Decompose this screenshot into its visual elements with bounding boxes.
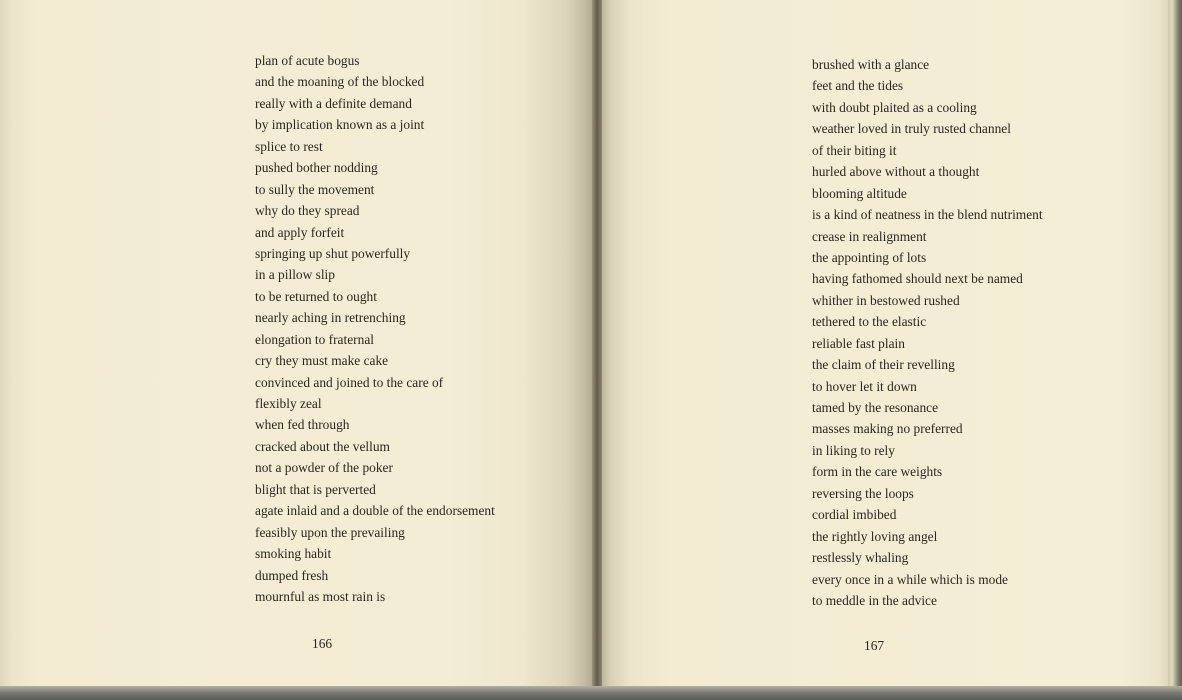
- poem-line: plan of acute bogus: [255, 53, 360, 68]
- poem-line: cry they must make cake: [255, 353, 389, 369]
- page-edge: [1168, 0, 1182, 700]
- poem-line: really with a definite demand: [255, 95, 412, 111]
- poem-line: reliable fast plain: [812, 335, 905, 351]
- left-poem: [255, 50, 495, 607]
- poem-line: crease in realignment: [812, 228, 927, 244]
- poem-line: pushed bother nodding: [255, 160, 378, 176]
- right-page-number: 167: [864, 638, 885, 653]
- poem-line: nearly aching in retrenching: [255, 310, 406, 326]
- right-poem: [812, 54, 1043, 611]
- poem-line: feet and the tides: [812, 78, 904, 94]
- poem-line: tethered to the elastic: [812, 314, 927, 330]
- poem-line: springing up shut powerfully: [255, 245, 411, 261]
- poem-line: cordial imbibed: [812, 507, 897, 523]
- poem-line: tamed by the resonance: [812, 400, 939, 415]
- poem-line: why do they spread: [255, 203, 360, 219]
- poem-line: flexibly zeal: [255, 396, 322, 411]
- poem-line: hurled above without a thought: [812, 164, 980, 180]
- poem-line: reversing the loops: [812, 485, 914, 501]
- poem-line: to meddle in the advice: [812, 592, 937, 608]
- poem-line: is a kind of neatness in the blend nutriment: [812, 207, 1043, 223]
- poem-line: cracked about the vellum: [255, 438, 390, 454]
- poem-line: the rightly loving angel: [812, 528, 938, 544]
- poem-line: splice to rest: [255, 138, 323, 154]
- poem-line: whither in bestowed rushed: [812, 292, 960, 308]
- poem-line: with doubt plaited as a cooling: [812, 99, 977, 115]
- poem-line: feasibly upon the prevailing: [255, 524, 405, 540]
- poem-line: restlessly whaling: [812, 550, 909, 566]
- poem-line: every once in a while which is mode: [812, 571, 1008, 587]
- book-gutter: [592, 0, 602, 690]
- poem-line: smoking habit: [255, 546, 332, 562]
- poem-line: of their biting it: [812, 142, 897, 158]
- poem-line: blooming altitude: [812, 185, 907, 201]
- poem-line: not a powder of the poker: [255, 460, 393, 476]
- poem-line: to hover let it down: [812, 378, 917, 394]
- poem-line: the appointing of lots: [812, 249, 927, 265]
- right-page: [600, 0, 1170, 688]
- poem-line: in a pillow slip: [255, 267, 335, 283]
- poem-line: in liking to rely: [812, 442, 895, 458]
- table-surface: [0, 686, 1182, 700]
- poem-line: dumped fresh: [255, 567, 329, 583]
- poem-line: and the moaning of the blocked: [255, 74, 425, 90]
- left-page: [0, 0, 596, 688]
- poem-line: by implication known as a joint: [255, 117, 425, 133]
- poem-line: brushed with a glance: [812, 57, 930, 72]
- poem-line: convinced and joined to the care of: [255, 374, 444, 390]
- poem-line: masses making no preferred: [812, 421, 963, 437]
- poem-line: elongation to fraternal: [255, 331, 374, 347]
- poem-line: when fed through: [255, 417, 350, 433]
- left-page-number: 166: [312, 636, 333, 651]
- poem-line: the claim of their revelling: [812, 357, 955, 373]
- poem-line: agate inlaid and a double of the endorsement: [255, 503, 495, 519]
- poem-line: having fathomed should next be named: [812, 271, 1023, 287]
- poem-line: to sully the movement: [255, 181, 375, 197]
- poem-line: blight that is perverted: [255, 481, 376, 497]
- poem-line: to be returned to ought: [255, 288, 377, 304]
- poem-line: mournful as most rain is: [255, 588, 386, 604]
- poem-line: form in the care weights: [812, 464, 943, 480]
- poem-line: and apply forfeit: [255, 224, 345, 240]
- poem-line: weather loved in truly rusted channel: [812, 121, 1011, 137]
